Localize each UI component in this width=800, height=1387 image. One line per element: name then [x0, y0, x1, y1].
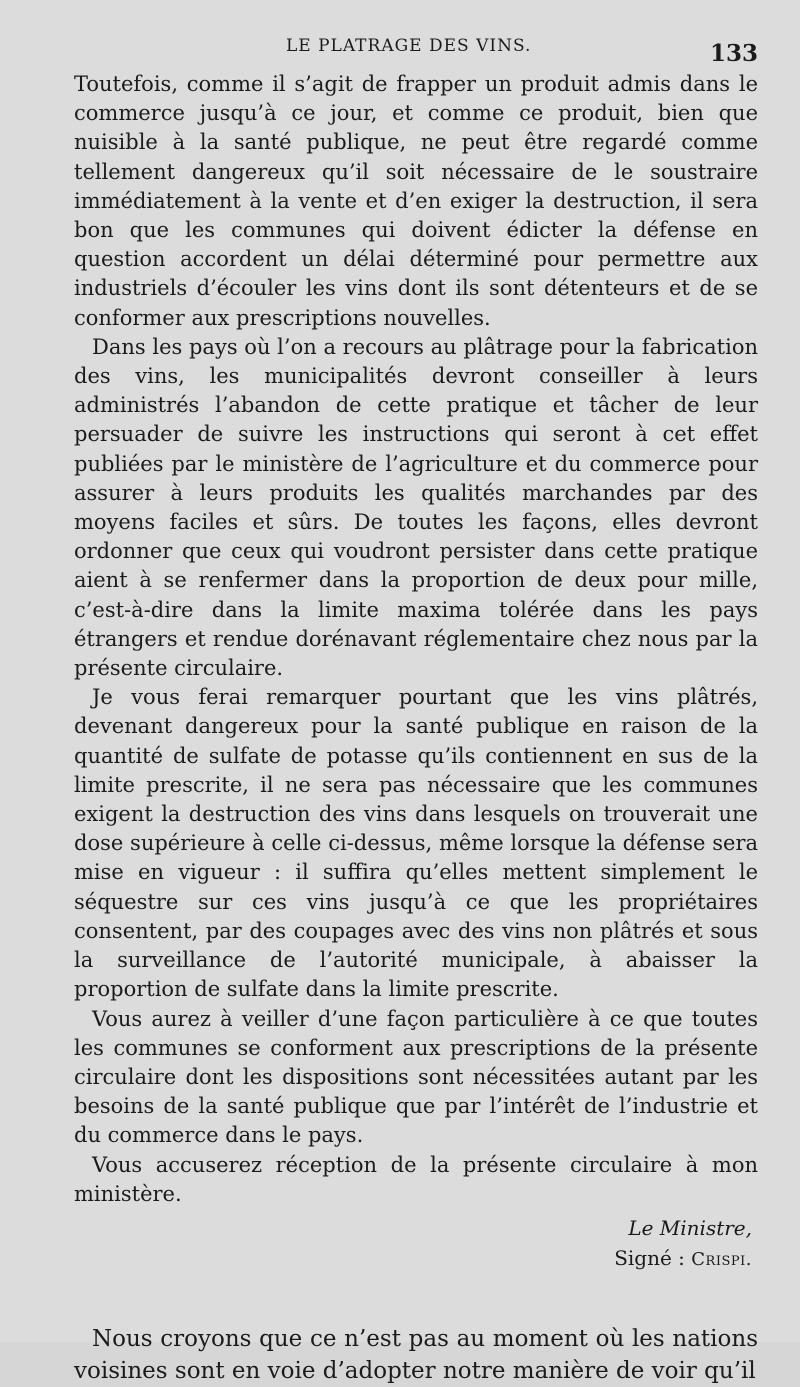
page-number: 133 — [709, 40, 758, 67]
paragraph-3: Je vous ferai remarquer pourtant que les vins plâtrés, devenant dangereux pour la santé publique en raison de la quantité de sulfate de potasse qu’ils contiennent en sus de la limite prescrite, il ne sera pas nécessaire que les communes exigent la destruction des vins dans lesquels on trouverait une dose supérieure à celle ci-dessus, même lorsque la défense sera mise en vigueur : il suffira qu’elles mettent simplement le séquestre sur ces vins jusqu’à ce que les propriétaires consentent, par des coupages avec des vins non plâtrés et sous la surveillance de l’autorité municipale, à abaisser la proportion de sulfate dans la limite prescrite. — [74, 685, 758, 1002]
closing-paragraph: Nous croyons que ce n’est pas au moment où les nations voisines sont en voie d’adopter notre manière de voir qu’il — [74, 1325, 758, 1384]
signature-line — [74, 1243, 752, 1275]
signed-label: Signé : — [614, 1245, 692, 1270]
signer-name: Crispi. — [691, 1248, 752, 1270]
paragraph-1: Toutefois, comme il s’agit de frapper un produit admis dans le commerce jusqu’à ce jour, et comme ce produit, bien que nuisible à la santé publique, ne peut être regardé comme tellement dangereux qu’il soit nécessaire de le soustraire immédiatement à la vente et d’en exiger la destruction, il sera bon que les communes qui doivent édicter la défense en question accordent un délai déterminé pour permettre aux industriels d’écouler les vins dont ils sont détenteurs et de se conformer aux prescriptions nouvelles. — [74, 72, 758, 330]
section-gap — [74, 1275, 758, 1323]
paragraph-2: Dans les pays où l’on a recours au plâtrage pour la fabrication des vins, les municipalités devront conseiller à leurs administrés l’abandon de cette pratique et tâcher de leur persuader de suivre les instructions qui seront à cet effet publiées par le ministère de l’agriculture et du commerce pour assurer à leurs produits les qualités marchandes par des moyens faciles et sûrs. De toutes les façons, elles devront ordonner que ceux qui voudront persister dans cette pratique aient à se renfermer dans la proportion de deux pour mille, c’est-à-dire dans la limite maxima tolérée dans les pays étrangers et rendue dorénavant réglementaire chez nous par la présente circulaire. — [74, 334, 758, 681]
paragraph-4: Vous aurez à veiller d’une façon particulière à ce que toutes les communes se conforment aux prescriptions de la présente circulaire dont les dispositions sont nécessitées autant par les besoins de la santé publique que par l’intérêt de l’industrie et du commerce dans le pays. — [74, 1006, 758, 1148]
running-title: LE PLATRAGE DES VINS. — [286, 36, 532, 56]
running-header — [74, 26, 758, 70]
signature-title: Le Ministre, — [628, 1215, 752, 1240]
paragraph-5: Vous accuserez réception de la présente circulaire à mon ministère. — [74, 1152, 758, 1206]
signature-block — [74, 1213, 758, 1275]
